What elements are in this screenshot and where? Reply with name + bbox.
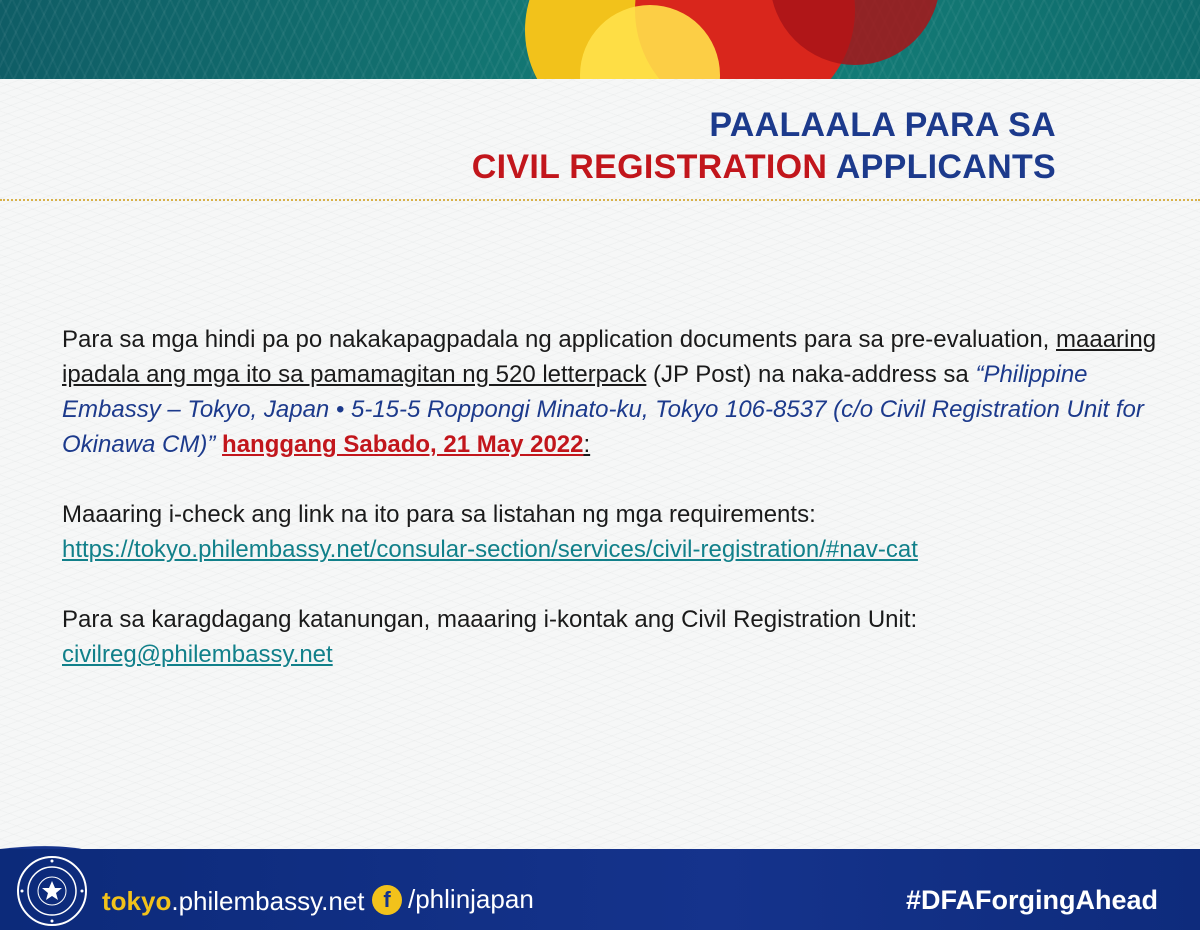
contact-email-link[interactable]: civilreg@philembassy.net xyxy=(62,641,333,668)
contact-text: Para sa karagdagang katanungan, maaaring i-kontak ang Civil Registration Unit: xyxy=(62,606,918,633)
footer-bar xyxy=(0,849,1200,930)
title-line1: PAALAALA PARA SA xyxy=(709,106,1056,144)
facebook-icon: f xyxy=(372,885,402,915)
hashtag: #DFAForgingAhead xyxy=(905,885,1158,915)
website-domain: .philembassy.net xyxy=(171,886,365,916)
title-suffix: APPLICANTS xyxy=(827,148,1056,186)
paragraph-contact xyxy=(62,602,1162,672)
deadline: hanggang Sabado, 21 May 2022 xyxy=(222,431,584,458)
title-line2 xyxy=(472,146,1056,188)
website-link[interactable] xyxy=(102,886,365,917)
top-banner xyxy=(0,0,1200,79)
page-title xyxy=(472,104,1056,188)
paragraph-submission xyxy=(62,322,1162,462)
submission-intro: Para sa mga hindi pa po nakakapagpadala ng application documents para sa pre-evaluation, xyxy=(62,326,1057,353)
requirements-text: Maaaring i-check ang link na ito para sa listahan ng mga requirements: xyxy=(62,501,816,528)
embassy-address: “Philippine Embassy – Tokyo, Japan • 5-15-5 Roppongi Minato-ku, Tokyo 106-8537 (c/o Civil Registration Unit for Okinawa CM)” xyxy=(62,361,1144,458)
paragraph-requirements xyxy=(62,497,1162,567)
submission-post: (JP Post) na naka-address sa xyxy=(646,361,976,388)
sun-graphic xyxy=(0,0,1200,79)
facebook-handle: /phlinjapan xyxy=(408,884,534,914)
title-divider xyxy=(0,199,1200,201)
submission-method: maaaring ipadala ang mga ito sa pamamagitan ng 520 letterpack xyxy=(62,326,1157,388)
title-highlight: CIVIL REGISTRATION xyxy=(471,148,828,186)
requirements-link[interactable]: https://tokyo.philembassy.net/consular-section/services/civil-registration/#nav-cat xyxy=(62,536,918,563)
website-accent: tokyo xyxy=(102,886,172,916)
dfa-seal-icon xyxy=(16,855,88,927)
facebook-link[interactable] xyxy=(372,884,534,915)
announcement-body xyxy=(62,322,1162,707)
deadline-colon: : xyxy=(583,431,591,458)
